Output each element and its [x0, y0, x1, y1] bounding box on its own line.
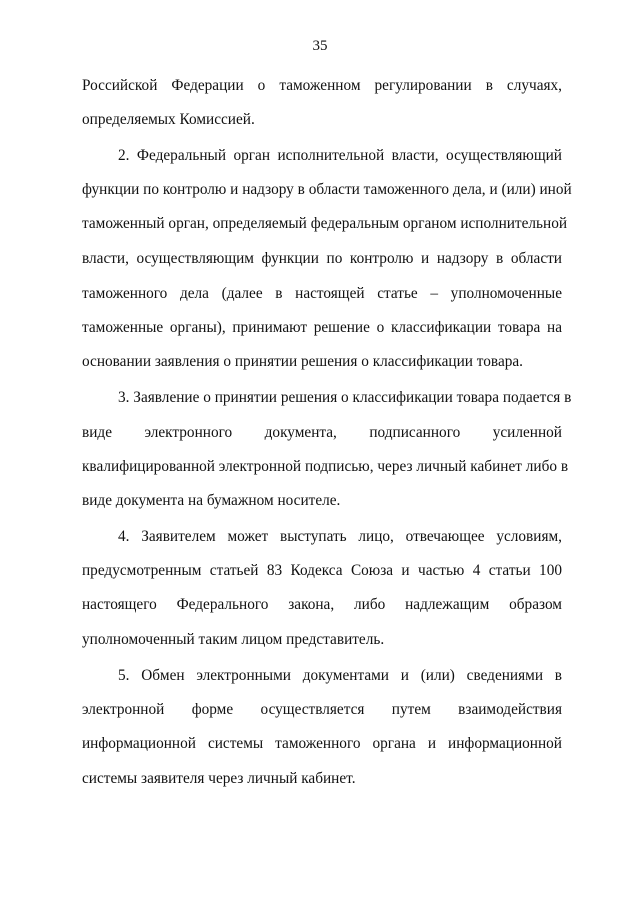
paragraph-5-first-line: 5. Обмен электронными документами и (или) сведениями в — [118, 667, 562, 684]
paragraph-3-first-line: 3. Заявление о принятии решения о классификации товара подается в — [118, 389, 572, 406]
text-line: настоящего Федерального закона, либо надлежащим образом — [82, 596, 562, 613]
paragraph-2-first-line: 2. Федеральный орган исполнительной власти, осуществляющий — [118, 147, 562, 164]
page-number: 35 — [312, 38, 328, 54]
text-line: квалифицированной электронной подписью, через личный кабинет либо в — [82, 458, 569, 475]
text-line: определяемых Комиссией. — [82, 111, 255, 128]
text-line: функции по контролю и надзору в области таможенного дела, и (или) иной — [82, 181, 572, 198]
text-line: предусмотренным статьей 83 Кодекса Союза и частью 4 статьи 100 — [82, 562, 562, 579]
text-line: виде электронного документа, подписанного усиленной — [82, 424, 562, 441]
text-line: информационной системы таможенного органа и информационной — [82, 735, 562, 752]
text-line: уполномоченный таким лицом представитель. — [82, 631, 385, 648]
text-line: таможенные органы), принимают решение о классификации товара на — [82, 319, 562, 336]
text-line: системы заявителя через личный кабинет. — [82, 770, 356, 787]
text-line: Российской Федерации о таможенном регулировании в случаях, — [82, 77, 562, 94]
text-line: власти, осуществляющим функции по контролю и надзору в области — [82, 250, 562, 267]
text-line: таможенный орган, определяемый федеральным органом исполнительной — [82, 215, 568, 232]
text-line: основании заявления о принятии решения о классификации товара. — [82, 353, 523, 370]
text-line: электронной форме осуществляется путем взаимодействия — [82, 701, 562, 718]
text-line: виде документа на бумажном носителе. — [82, 492, 341, 509]
text-line: таможенного дела (далее в настоящей статье – уполномоченные — [82, 285, 562, 302]
paragraph-4-first-line: 4. Заявителем может выступать лицо, отвечающее условиям, — [118, 528, 562, 545]
